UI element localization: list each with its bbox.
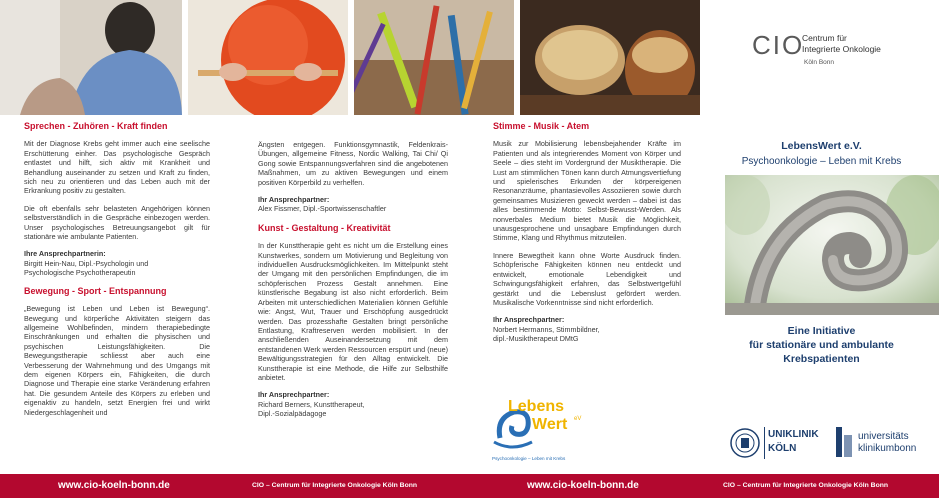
paragraph: Ängsten entgegen. Funktionsgymnastik, Feldenkrais-Übungen, allgemeine Fitness, Nordic Walking, Tai Chi/ Qi Gong sowie Entspannungsverfahren sind die angebotenen Maßnahmen, um zu aktiven Bewegungen und einem positiven Körperbild zu verhelfen.	[258, 140, 448, 187]
paragraph: „Bewegung ist Leben und Leben ist Bewegung“. Bewegung und körperliche Aktivitäten steigern das allgemeine Wohlbefinden, mindern therapiebedingte Einschränkungen und erhalten die physischen und psychischen Leistungsfähigkeiten. Die Bewegungstherapie schliesst aber auch eine Verbesserung der Wahrnehmung und des Umgangs mit dem eigenen Körpers ein, Fähigkeiten, die durch Diagnose und Therapie eine starke Veränderung erfahren hat. Die gesundem Anteile des Körpers zu erleben und eigenaktiv zu handeln, setzt Energien frei und wirkt Niedergeschlagenheit und	[24, 304, 210, 417]
paragraph: Musik zur Mobilisierung lebensbejahender Kräfte im Patienten und als integrierendes Moment von Körper und Seele – dies steht im Vordergrund der Musiktherapie. Die Lust am stimmlichen Tönen kann durch Atmungsvertiefung und spielerisches Erkunden der körpereigenen Resonanzräume, phantasievolles Assoziieren sowie durch gemeinsames Musizieren geweckt werden – dabei ist das alles bestimmende Motto: Selbst-Bewusst-Werden. Als nonverbales Medium bietet Musik die Möglichkeit, unausgesprochene und unsagbare Empfindungen durch Stimme, Klang und Rhythmus mitzuteilen.	[493, 139, 681, 243]
spiral-sculpture-photo	[725, 175, 939, 315]
bonn-line2: klinikumbonn	[858, 443, 917, 454]
lebenswert-logo-word1: Lebens	[508, 398, 565, 415]
contact-label: Ihr Ansprechpartner:	[258, 390, 330, 400]
contact-name: Birgitt Hein-Nau, Dipl.-Psychologin und	[24, 258, 149, 268]
contact-name: Norbert Hermanns, Stimmbildner,	[493, 324, 600, 334]
heading-stimme: Stimme - Musik - Atem	[493, 121, 590, 131]
therapy-conversation-photo	[0, 0, 182, 115]
initiative-title	[704, 324, 939, 366]
bonn-logo-icon	[834, 425, 856, 459]
lebenswert-subtitle: Psychoonkologie – Leben mit Krebs	[741, 156, 902, 167]
paragraph: In der Kunsttherapie geht es nicht um die Erstellung eines Kunstwerkes, sondern um Motivierung und Begleitung von individuellen Ausdrucksmöglichkeiten. Im Mittelpunkt steht der Umgang mit den persönlichen Empfindungen, die im schöpferischen Prozess Gestalt annehmen. Eine künstlerische Begabung ist also nicht erforderlich. Beim Arbeiten mit unterschiedlichen Materialien können Gefühle wie: Angst, Wut, Trauer und Erschöpfung ausgedrückt werden. Das prozesshafte Gestalten bringt persönliche Entlastung, Kraftreserven werden mobilisiert. In der anschließenden Auseinandersetzung mit dem entstandenen Werk werden Ressourcen erspürt und (neue) Bewältigungsstrategien für den Alltag entwickelt. Die Kunsttherapie ist eine Methode, die Hilfe zur Selbsthilfe anbietet.	[258, 241, 448, 382]
contact-label: Ihr Ansprechpartner:	[493, 315, 565, 325]
footer-url-link[interactable]: www.cio-koeln-bonn.de	[527, 480, 639, 491]
cio-logo-line2: Integrierte Onkologie	[802, 44, 881, 54]
bonn-line1: universitäts	[858, 431, 909, 442]
university-logos	[730, 425, 930, 463]
contact-label: Ihre Ansprechpartnerin:	[24, 249, 106, 259]
lebenswert-logo-tagline: Psychoonkologie – Leben mit Krebs	[492, 456, 566, 461]
contact-name: Alex Fissmer, Dipl.-Sportwissenschaftler	[258, 204, 387, 214]
column-1	[24, 122, 210, 425]
exercise-ball-photo	[188, 0, 348, 115]
paragraph: Innere Bewegtheit kann ohne Worte Ausdruck finden. Schöpferische Fähigkeiten können neu entdeckt und entwickelt, emotionale Lebendigkeit und Schwingungsfähigkeit erfahren, das Selbstwertgefühl gestärkt und die Lebenslust gefördert werden. Musikalische Vorkenntnisse sind nicht erforderlich.	[493, 250, 681, 307]
initiative-line-3: Krebspatienten	[783, 353, 860, 365]
heading-sprechen: Sprechen - Zuhören - Kraft finden	[24, 121, 168, 131]
contact-title: dipl.-Musiktherapeut DMtG	[493, 334, 579, 344]
initiative-line-2: für stationäre und ambulante	[749, 339, 894, 351]
painting-brushes-photo	[354, 0, 514, 115]
lebenswert-logo-word2: Wert	[532, 416, 568, 433]
contact-name: Richard Berners, Kunsttherapeut,	[258, 399, 365, 409]
cio-logo-line1: Centrum für	[802, 33, 847, 43]
contact-label: Ihr Ansprechpartner:	[258, 195, 330, 205]
contact-title: Psychologische Psychotherapeutin	[24, 268, 136, 278]
footer-org-text: CIO – Centrum für Integrierte Onkologie Köln Bonn	[252, 482, 418, 489]
uniklinik-seal-icon	[730, 428, 760, 458]
cio-logo-line3: Köln Bonn	[804, 59, 834, 66]
music-drums-photo	[520, 0, 700, 115]
footer-url-link[interactable]: www.cio-koeln-bonn.de	[58, 480, 170, 491]
heading-bewegung: Bewegung - Sport - Entspannung	[24, 285, 167, 296]
heading-kunst: Kunst - Gestaltung - Kreativität	[258, 222, 391, 233]
paragraph: Die oft ebenfalls sehr belasteten Angehörigen können selbstverständlich in die Gespräche einbezogen werden. Unser psychologisches Betreuungsangebot gilt für stationäre wie ambulante Patienten.	[24, 203, 210, 242]
lebenswert-title: LebensWert e.V.	[781, 140, 862, 152]
lebenswert-logo	[492, 398, 592, 464]
initiative-line-1: Eine Initiative	[787, 325, 856, 337]
uniklinik-line1: UNIKLINIK	[768, 429, 819, 440]
cio-logo	[752, 30, 902, 72]
lebenswert-logo-ev: eV	[574, 416, 582, 422]
footer-bar	[0, 474, 939, 498]
column-3	[493, 122, 681, 344]
cio-logo-mark: CIO	[752, 30, 805, 60]
contact-title: Dipl.-Sozialpädagoge	[258, 409, 327, 419]
column-2	[258, 140, 448, 419]
uniklinik-line2: KÖLN	[768, 443, 797, 454]
footer-org-text: CIO – Centrum für Integrierte Onkologie Köln Bonn	[723, 482, 889, 489]
paragraph: Mit der Diagnose Krebs geht immer auch eine seelische Erschütterung einher. Das psychologische Gespräch entlastet und hilft, sich aktiv mit Krankheit und Behandlung auseinander zu setzen und Kraft zu finden, sich neu zu orientieren und das Leben auch mit der Erkrankung positiv zu gestalten.	[24, 139, 210, 196]
